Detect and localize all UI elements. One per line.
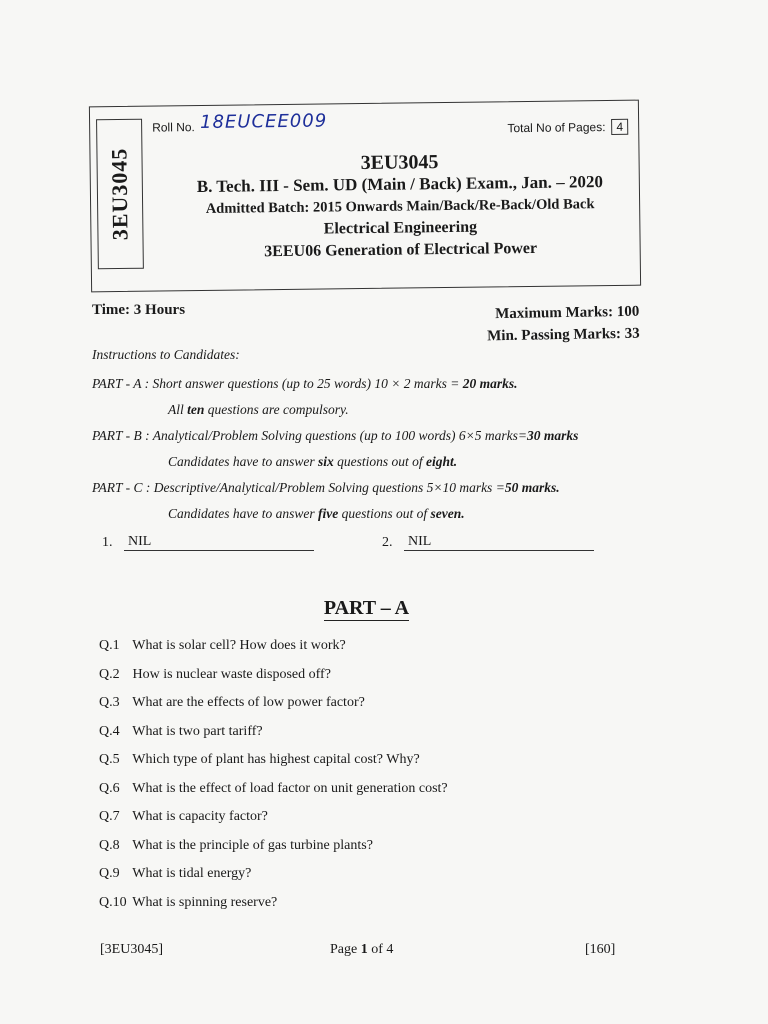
material-num: 1. bbox=[102, 535, 113, 550]
question-text: What are the effects of low power factor? bbox=[132, 695, 365, 710]
part-c-note bbox=[92, 501, 652, 527]
part-a-note-pre: All bbox=[168, 402, 188, 417]
question-number: Q.4 bbox=[99, 723, 120, 739]
part-b-note-mid: questions out of bbox=[333, 454, 427, 469]
exam-time: Time: 3 Hours bbox=[92, 302, 186, 318]
part-a-heading bbox=[0, 597, 733, 620]
footer-page-number bbox=[330, 942, 393, 958]
question-number: Q.10 bbox=[99, 894, 127, 910]
question-text: Which type of plant has highest capital cost? Why? bbox=[132, 752, 420, 767]
question-text: What is two part tariff? bbox=[132, 723, 263, 739]
part-b-note-bold1: six bbox=[318, 454, 334, 469]
part-b-desc: : Analytical/Problem Solving questions (up to 100 words) 6×5 marks= bbox=[145, 428, 527, 443]
part-a-label: PART - A bbox=[92, 376, 142, 391]
page-current: 1 bbox=[360, 942, 368, 957]
part-a-heading-text: PART – A bbox=[323, 597, 410, 619]
part-a-note bbox=[92, 397, 652, 423]
part-c-desc: : Descriptive/Analytical/Problem Solving questions 5×10 marks = bbox=[145, 480, 505, 495]
question-item bbox=[99, 661, 448, 690]
part-a-note-bold: ten bbox=[187, 402, 205, 417]
part-b-label: PART - B bbox=[92, 428, 142, 443]
question-item bbox=[99, 832, 448, 861]
question-text: What is the principle of gas turbine plants? bbox=[132, 837, 373, 853]
part-b-note bbox=[92, 449, 652, 475]
question-number: Q.8 bbox=[99, 837, 120, 853]
footer-paper-code: [3EU3045] bbox=[100, 942, 163, 957]
part-a-note-post: questions are compulsory. bbox=[204, 402, 349, 417]
question-text: What is capacity factor? bbox=[132, 809, 268, 824]
part-c-note-bold1: five bbox=[318, 506, 339, 521]
instructions-title: Instructions to Candidates: bbox=[92, 347, 240, 362]
material-text: NIL bbox=[408, 534, 432, 549]
exam-title: B. Tech. III - Sem. UD (Main / Back) Exam., Jan. – 2020 bbox=[196, 172, 604, 197]
side-code: 3EU3045 bbox=[106, 147, 133, 241]
part-b-note-pre: Candidates have to answer bbox=[168, 454, 318, 469]
total-pages bbox=[507, 119, 628, 136]
header-lines bbox=[170, 149, 629, 265]
part-c-label: PART - C bbox=[92, 480, 143, 495]
part-c-instruction bbox=[92, 475, 652, 501]
side-code-box bbox=[96, 119, 144, 270]
header-box bbox=[89, 100, 641, 293]
maximum-marks: Maximum Marks: 100 bbox=[495, 303, 640, 323]
question-item bbox=[99, 775, 448, 804]
part-c-note-mid: questions out of bbox=[338, 506, 431, 521]
material-line bbox=[124, 534, 314, 551]
question-number: Q.1 bbox=[99, 638, 120, 653]
part-b-note-bold2: eight. bbox=[426, 454, 458, 469]
page-total: of 4 bbox=[367, 942, 394, 957]
min-passing-marks: Min. Passing Marks: 33 bbox=[487, 325, 641, 345]
total-pages-label: Total No of Pages: bbox=[507, 120, 606, 136]
question-item bbox=[99, 860, 448, 889]
admitted-batch: Admitted Batch: 2015 Onwards Main/Back/Re-Back/Old Back bbox=[205, 196, 595, 217]
question-number: Q.2 bbox=[99, 666, 120, 682]
part-b-marks: 30 marks bbox=[526, 428, 579, 443]
question-text: What is spinning reserve? bbox=[132, 894, 278, 910]
branch-name: Electrical Engineering bbox=[323, 218, 478, 238]
question-text: How is nuclear waste disposed off? bbox=[132, 666, 331, 682]
roll-number-label: Roll No. bbox=[152, 120, 195, 135]
material-item-1 bbox=[102, 534, 314, 551]
question-item bbox=[99, 632, 448, 661]
material-text: NIL bbox=[128, 534, 152, 549]
question-text: What is the effect of load factor on unit generation cost? bbox=[132, 780, 448, 796]
paper-code: 3EU3045 bbox=[360, 151, 439, 175]
part-c-note-pre: Candidates have to answer bbox=[168, 506, 318, 521]
question-text: What is solar cell? How does it work? bbox=[132, 638, 346, 653]
material-line bbox=[404, 534, 594, 551]
instructions bbox=[92, 347, 652, 527]
part-b-instruction bbox=[92, 423, 652, 449]
footer-total-copies: [160] bbox=[585, 942, 616, 957]
question-number: Q.9 bbox=[99, 866, 120, 881]
part-c-marks: 50 marks. bbox=[504, 480, 560, 495]
part-a-instruction bbox=[92, 371, 652, 397]
material-num: 2. bbox=[382, 535, 393, 550]
question-number: Q.6 bbox=[99, 780, 120, 796]
marks-block bbox=[487, 301, 640, 348]
roll-number-handwritten: 18EUCEE009 bbox=[199, 110, 328, 134]
subject-name: 3EEU06 Generation of Electrical Power bbox=[264, 239, 538, 261]
total-pages-value: 4 bbox=[611, 119, 628, 135]
question-item bbox=[99, 803, 448, 832]
part-a-marks: 20 marks. bbox=[462, 376, 518, 391]
question-item bbox=[99, 718, 448, 747]
question-item bbox=[99, 746, 448, 775]
page-label: Page bbox=[330, 942, 361, 957]
question-list bbox=[99, 632, 448, 917]
question-text: What is tidal energy? bbox=[132, 866, 252, 881]
question-item bbox=[99, 889, 448, 918]
question-number: Q.7 bbox=[99, 809, 120, 824]
question-number: Q.5 bbox=[99, 752, 120, 767]
question-number: Q.3 bbox=[99, 695, 120, 710]
question-item bbox=[99, 689, 448, 718]
part-c-note-bold2: seven. bbox=[430, 506, 465, 521]
material-item-2 bbox=[382, 534, 594, 551]
part-a-desc: : Short answer questions (up to 25 words) 10 × 2 marks = bbox=[144, 376, 463, 391]
